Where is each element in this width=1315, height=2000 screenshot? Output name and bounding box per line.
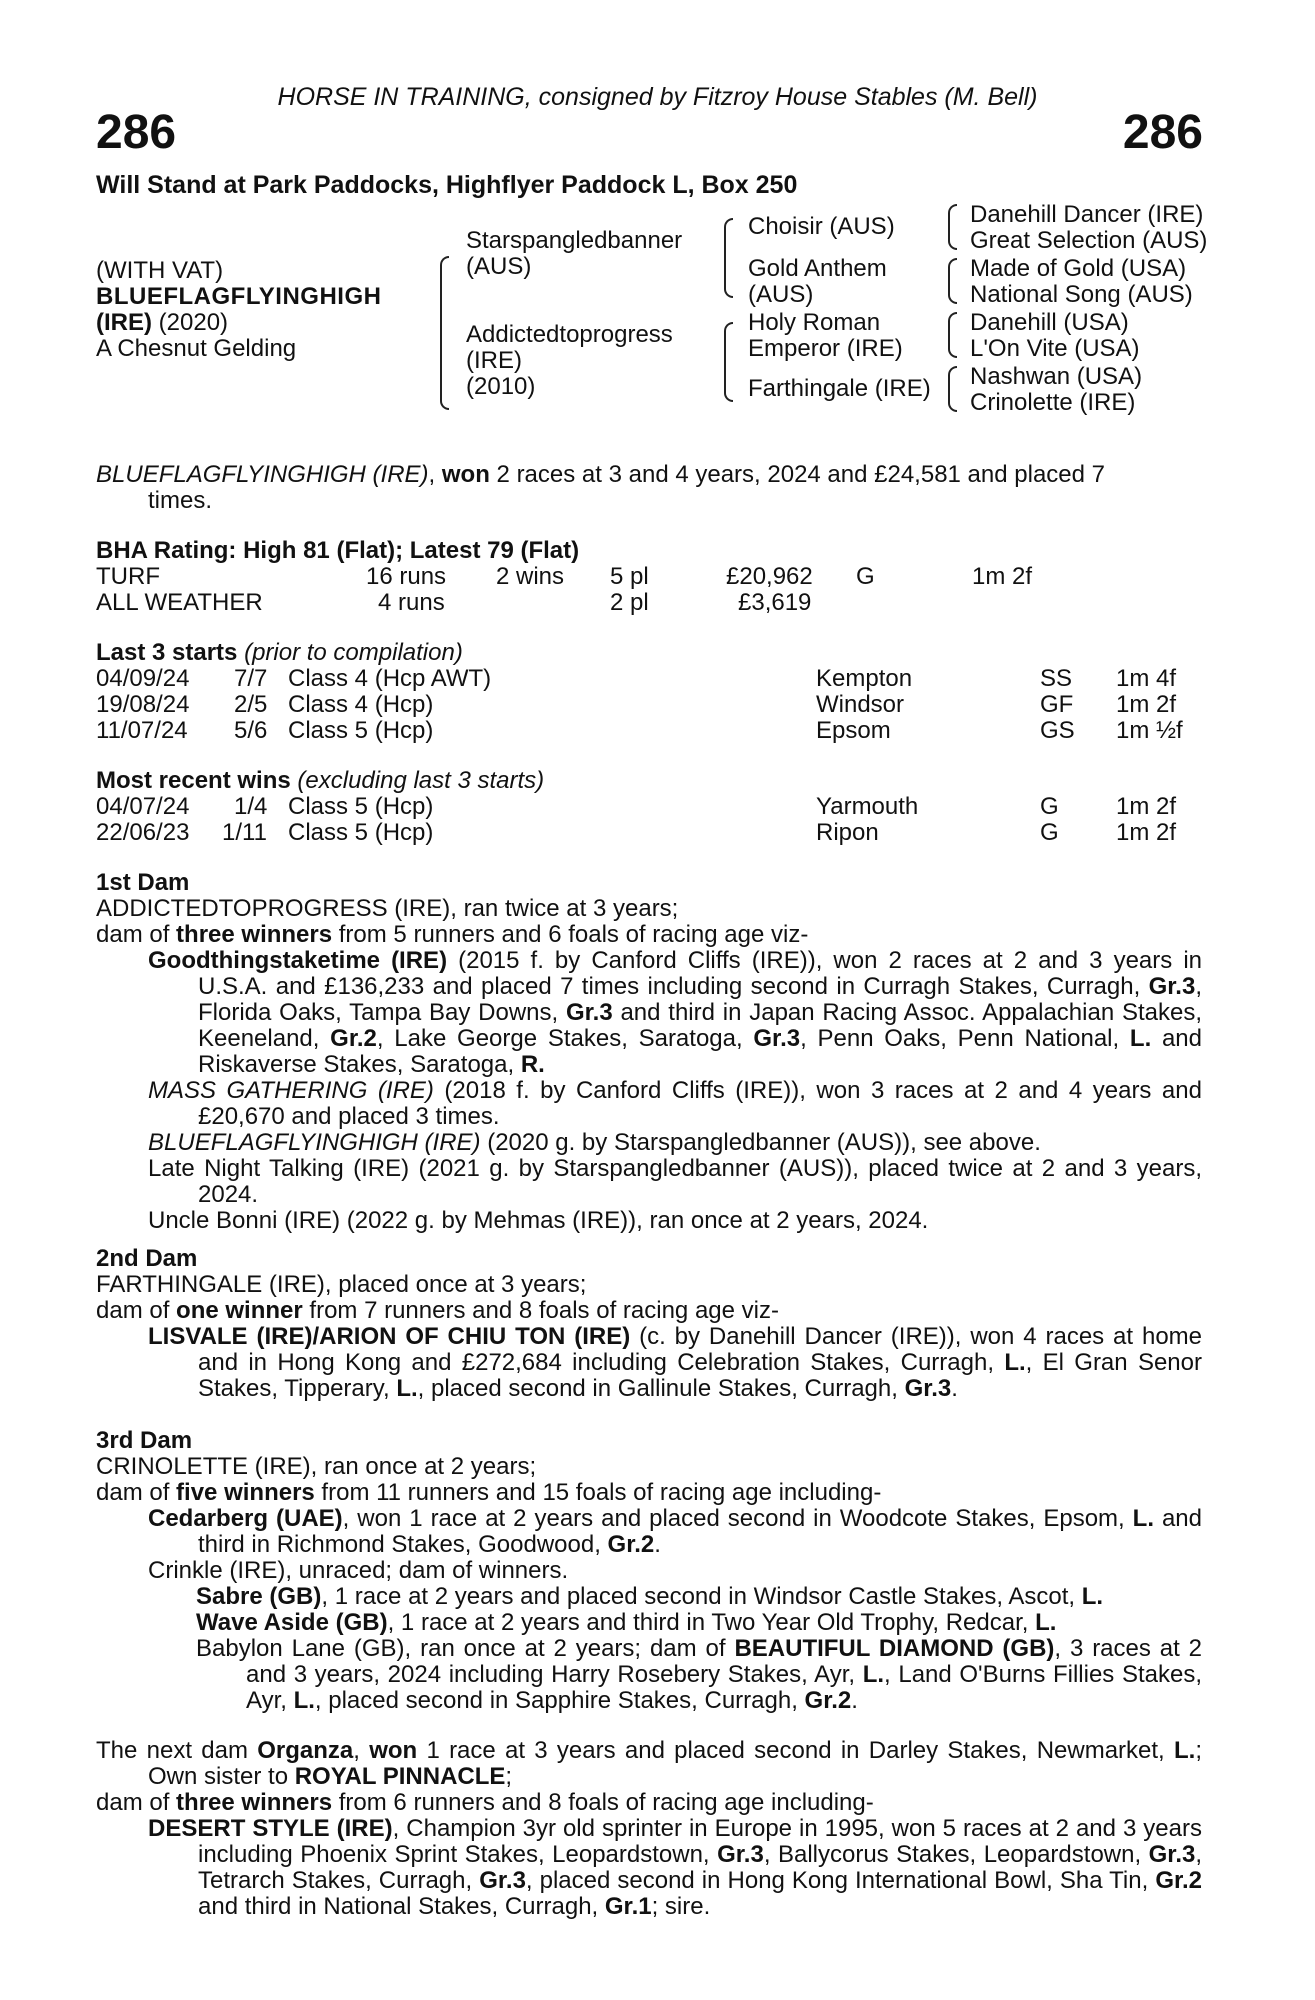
start-class: Class 5 (Hcp) bbox=[288, 717, 434, 744]
win-class: Class 5 (Hcp) bbox=[288, 793, 434, 820]
pedigree-sdd: National Song (AUS) bbox=[970, 281, 1193, 308]
pedigree-brace-4 bbox=[948, 366, 957, 412]
pedigree-brace-main bbox=[440, 256, 449, 410]
pedigree-dsd: L'On Vite (USA) bbox=[970, 335, 1140, 362]
produce-entry: Uncle Bonni (IRE) (2022 g. by Mehmas (IRE)), ran once at 2 years, 2024. bbox=[148, 1207, 929, 1234]
produce-entry: MASS GATHERING (IRE) (2018 f. by Canford Cliffs (IRE)), won 3 races at 2 and 4 years and £20,670 and placed 3 times. bbox=[148, 1077, 1202, 1130]
rating-surface: ALL WEATHER bbox=[96, 589, 263, 616]
win-course: Yarmouth bbox=[816, 793, 919, 820]
horse-origin bbox=[96, 310, 228, 336]
rating-wins: 2 wins bbox=[496, 563, 565, 590]
start-going: GS bbox=[1040, 717, 1075, 744]
recent-wins-heading: Most recent wins (excluding last 3 starts) bbox=[96, 767, 545, 794]
last-starts-heading: Last 3 starts (prior to compilation) bbox=[96, 639, 463, 666]
pedigree-dam-dam: Farthingale (IRE) bbox=[748, 375, 931, 402]
pedigree-sds: Made of Gold (USA) bbox=[970, 255, 1187, 282]
rating-placed: 2 pl bbox=[610, 589, 649, 616]
pedigree-sire-dam: Gold Anthem bbox=[748, 255, 887, 282]
start-date: 19/08/24 bbox=[96, 691, 190, 718]
third-dam-produce-line: dam of five winners from 11 runners and 15 foals of racing age including- bbox=[96, 1479, 882, 1506]
start-position: 5/6 bbox=[234, 717, 268, 744]
rating-row-turf bbox=[0, 564, 1315, 590]
rating-row-aw bbox=[0, 590, 1315, 616]
produce-entry: LISVALE (IRE)/ARION OF CHIU TON (IRE) (c. by Danehill Dancer (IRE)), won 4 races at home and in Hong Kong and £272,684 including Celebration Stakes, Curragh, L., El Gran Senor Stakes, Tipperary, L., placed second in Gallinule Stakes, Curragh, Gr.3. bbox=[148, 1323, 1203, 1402]
start-row bbox=[0, 718, 1315, 744]
start-class: Class 4 (Hcp) bbox=[288, 691, 434, 718]
first-dam-produce-line: dam of three winners from 5 runners and 6 foals of racing age viz- bbox=[96, 921, 809, 948]
next-dam-produce-line: dam of three winners from 6 runners and 8 foals of racing age including- bbox=[96, 1789, 874, 1816]
horse-year: (2020) bbox=[158, 309, 229, 336]
pedigree-dam-sire: Holy Roman bbox=[748, 309, 881, 336]
win-course: Ripon bbox=[816, 819, 879, 846]
produce-entry: Goodthingstaketime (IRE) (2015 f. by Canford Cliffs (IRE)), won 2 races at 2 and 3 years in U.S.A. and £136,233 and placed 7 times including second in Curragh Stakes, Curragh, Gr.3, Florida Oaks, Tampa Bay Downs, Gr.3 and third in Japan Racing Assoc. Appalachian Stakes, Keeneland, Gr.2, Lake George Stakes, Saratoga, Gr.3, Penn Oaks, Penn National, L. and Riskaverse Stakes, Saratoga, R. bbox=[148, 947, 1203, 1078]
summary-won: won bbox=[441, 461, 490, 488]
second-dam-produce-line: dam of one winner from 7 runners and 8 foals of racing age viz- bbox=[96, 1297, 779, 1324]
pedigree-sire-sire: Choisir (AUS) bbox=[748, 213, 895, 240]
pedigree-brace-dam bbox=[724, 322, 733, 402]
pedigree-brace-1 bbox=[948, 204, 957, 250]
produce-entry: Sabre (GB), 1 race at 2 years and placed second in Windsor Castle Stakes, Ascot, L. bbox=[196, 1583, 1104, 1610]
start-going: GF bbox=[1040, 691, 1074, 718]
produce-entry: Babylon Lane (GB), ran once at 2 years; dam of BEAUTIFUL DIAMOND (GB), 3 races at 2 and 3 years, 2024 including Harry Rosebery Stakes, Ayr, L., Land O'Burns Fillies Stakes, Ayr, L., placed second in Sapphire Stakes, Curragh, Gr.2. bbox=[196, 1635, 1203, 1714]
produce-entry: Wave Aside (GB), 1 race at 2 years and third in Two Year Old Trophy, Redcar, L. bbox=[196, 1609, 1057, 1636]
win-date: 04/07/24 bbox=[96, 793, 190, 820]
win-position: 1/11 bbox=[222, 819, 267, 846]
pedigree-ddd: Crinolette (IRE) bbox=[970, 389, 1136, 416]
lot-number-right: 286 bbox=[1122, 106, 1203, 159]
next-dam-section bbox=[96, 1738, 1202, 1920]
pedigree-sire-country: (AUS) bbox=[466, 253, 532, 280]
start-position: 2/5 bbox=[234, 691, 268, 718]
produce-entry: Crinkle (IRE), unraced; dam of winners. bbox=[148, 1557, 569, 1584]
pedigree-ssd: Great Selection (AUS) bbox=[970, 227, 1208, 254]
rating-prize: £20,962 bbox=[726, 563, 813, 590]
pedigree-dds: Nashwan (USA) bbox=[970, 363, 1143, 390]
second-dam-line: FARTHINGALE (IRE), placed once at 3 years; bbox=[96, 1271, 587, 1298]
pedigree-sire: Starspangledbanner bbox=[466, 227, 683, 254]
start-course: Kempton bbox=[816, 665, 913, 692]
start-row bbox=[0, 666, 1315, 692]
rating-runs: 16 runs bbox=[366, 563, 447, 590]
next-dam-line: The next dam Organza, won 1 race at 3 years and placed second in Darley Stakes, Newmarket, L.; Own sister to ROYAL PINNACLE; bbox=[96, 1737, 1202, 1790]
start-class: Class 4 (Hcp AWT) bbox=[288, 665, 492, 692]
win-row bbox=[0, 794, 1315, 820]
pedigree-brace-sire bbox=[724, 218, 733, 298]
start-distance: 1m 4f bbox=[1116, 665, 1177, 692]
rating-prize: £3,619 bbox=[738, 589, 812, 616]
pedigree-dam-sire-country: Emperor (IRE) bbox=[748, 335, 903, 362]
summary-text: 2 races at 3 and 4 years, 2024 and £24,581 and placed 7 bbox=[496, 461, 1106, 488]
start-date: 04/09/24 bbox=[96, 665, 190, 692]
horse-name: BLUEFLAGFLYINGHIGH bbox=[96, 283, 382, 310]
win-going: G bbox=[1040, 819, 1059, 846]
pedigree-dam-year: (2010) bbox=[466, 373, 536, 400]
win-going: G bbox=[1040, 793, 1059, 820]
rating-distance: 1m 2f bbox=[972, 563, 1033, 590]
start-distance: 1m 2f bbox=[1116, 691, 1177, 718]
third-dam-heading: 3rd Dam bbox=[96, 1427, 193, 1454]
first-dam-section bbox=[96, 870, 1202, 1234]
pedigree-dss: Danehill (USA) bbox=[970, 309, 1129, 336]
vat-note: (WITH VAT) bbox=[96, 257, 224, 284]
start-course: Windsor bbox=[816, 691, 905, 718]
stable-location: Will Stand at Park Paddocks, Highflyer Paddock L, Box 250 bbox=[96, 171, 798, 199]
horse-description: A Chesnut Gelding bbox=[96, 335, 297, 362]
third-dam-line: CRINOLETTE (IRE), ran once at 2 years; bbox=[96, 1453, 537, 1480]
first-dam-line: ADDICTEDTOPROGRESS (IRE), ran twice at 3 years; bbox=[96, 895, 679, 922]
pedigree-sire-dam-country: (AUS) bbox=[748, 281, 814, 308]
third-dam-section bbox=[96, 1428, 1202, 1714]
second-dam-heading: 2nd Dam bbox=[96, 1245, 198, 1272]
start-going: SS bbox=[1040, 665, 1073, 692]
rating-surface: TURF bbox=[96, 563, 160, 590]
summary-horse-name: BLUEFLAGFLYINGHIGH (IRE) bbox=[96, 461, 429, 488]
race-summary: BLUEFLAGFLYINGHIGH (IRE), won 2 races at 3 and 4 years, 2024 and £24,581 and placed 7 bbox=[96, 461, 1106, 488]
win-distance: 1m 2f bbox=[1116, 819, 1177, 846]
start-row bbox=[0, 692, 1315, 718]
start-distance: 1m ½f bbox=[1116, 717, 1183, 744]
summary-continuation: times. bbox=[148, 487, 213, 514]
produce-entry: BLUEFLAGFLYINGHIGH (IRE) (2020 g. by Starspangledbanner (AUS)), see above. bbox=[148, 1129, 1041, 1156]
bha-rating-heading: BHA Rating: High 81 (Flat); Latest 79 (Flat) bbox=[96, 537, 580, 564]
pedigree-brace-2 bbox=[948, 258, 957, 304]
produce-entry: DESERT STYLE (IRE), Champion 3yr old sprinter in Europe in 1995, won 5 races at 2 and 3 years including Phoenix Sprint Stakes, Leopardstown, Gr.3, Ballycorus Stakes, Leopardstown, Gr.3, Tetrarch Stakes, Curragh, Gr.3, placed second in Hong Kong International Bowl, Sha Tin, Gr.2 and third in National Stakes, Curragh, Gr.1; sire. bbox=[148, 1815, 1203, 1920]
win-position: 1/4 bbox=[234, 793, 268, 820]
catalogue-header: HORSE IN TRAINING, consigned by Fitzroy House Stables (M. Bell) bbox=[277, 83, 1038, 111]
pedigree-sss: Danehill Dancer (IRE) bbox=[970, 201, 1204, 228]
produce-entry: Late Night Talking (IRE) (2021 g. by Starspangledbanner (AUS)), placed twice at 2 and 3 years, 2024. bbox=[148, 1155, 1202, 1208]
rating-placed: 5 pl bbox=[610, 563, 649, 590]
pedigree-dam: Addictedtoprogress bbox=[466, 321, 673, 348]
produce-entry: Cedarberg (UAE), won 1 race at 2 years and placed second in Woodcote Stakes, Epsom, L. and third in Richmond Stakes, Goodwood, Gr.2. bbox=[148, 1505, 1202, 1558]
pedigree-brace-3 bbox=[948, 312, 957, 358]
win-row bbox=[0, 820, 1315, 846]
win-date: 22/06/23 bbox=[96, 819, 190, 846]
start-course: Epsom bbox=[816, 717, 891, 744]
rating-runs: 4 runs bbox=[378, 589, 445, 616]
start-position: 7/7 bbox=[234, 665, 268, 692]
first-dam-heading: 1st Dam bbox=[96, 869, 190, 896]
win-class: Class 5 (Hcp) bbox=[288, 819, 434, 846]
horse-country: (IRE) bbox=[96, 309, 152, 336]
win-distance: 1m 2f bbox=[1116, 793, 1177, 820]
second-dam-section bbox=[96, 1246, 1202, 1402]
lot-number-left: 286 bbox=[96, 106, 177, 159]
rating-going: G bbox=[856, 563, 875, 590]
start-date: 11/07/24 bbox=[96, 717, 188, 744]
pedigree-dam-country: (IRE) bbox=[466, 347, 522, 374]
